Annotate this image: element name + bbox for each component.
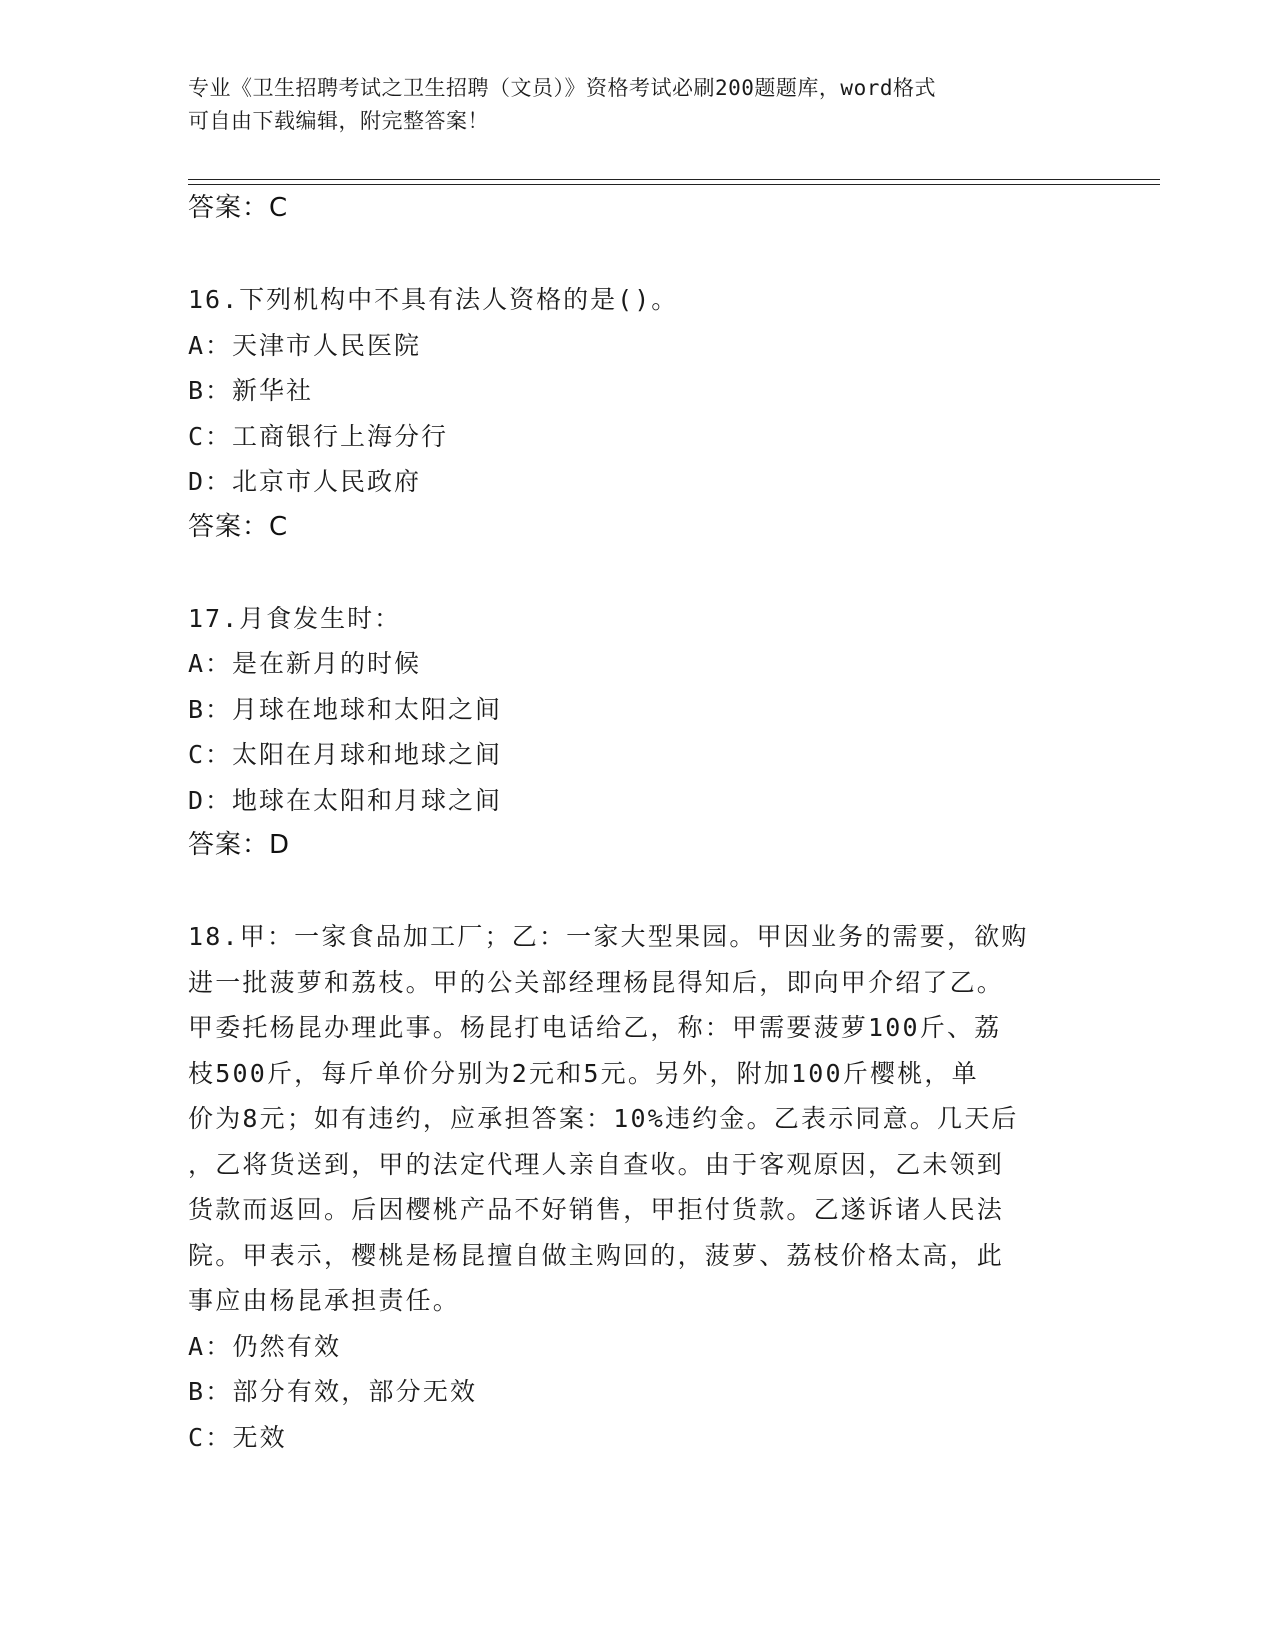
header-rule-top bbox=[188, 179, 1160, 180]
header-line-2: 可自由下载编辑，附完整答案！ bbox=[188, 109, 489, 133]
question-stem-line: 院。甲表示，樱桃是杨昆擅自做主购回的，菠萝、荔枝价格太高，此 bbox=[188, 1240, 1005, 1270]
option-a: A：仍然有效 bbox=[188, 1331, 342, 1361]
question-stem-line: 18.甲：一家食品加工厂；乙：一家大型果园。甲因业务的需要，欲购 bbox=[188, 922, 1029, 951]
question-18 bbox=[188, 914, 1088, 1460]
question-16 bbox=[188, 277, 1088, 550]
answer-line: 答案：C bbox=[188, 193, 289, 223]
question-stem-line: 进一批菠萝和荔枝。甲的公关部经理杨昆得知后，即向甲介绍了乙。 bbox=[188, 967, 1005, 997]
question-stem-line: ，乙将货送到，甲的法定代理人亲自查收。由于客观原因，乙未领到 bbox=[188, 1149, 1005, 1179]
spacer bbox=[188, 232, 1088, 278]
question-stem: 16.下列机构中不具有法人资格的是()。 bbox=[188, 285, 679, 314]
answer-line: 答案：C bbox=[188, 511, 289, 542]
question-stem-line: 甲委托杨昆办理此事。杨昆打电话给乙，称：甲需要菠萝100斤、荔 bbox=[188, 1013, 1002, 1042]
option-d: D：地球在太阳和月球之间 bbox=[188, 785, 503, 815]
header-line-1: 专业《卫生招聘考试之卫生招聘（文员）》资格考试必刷200题题库，word格式 bbox=[188, 76, 936, 100]
answer-line: 答案：D bbox=[188, 830, 291, 860]
question-stem: 17.月食发生时： bbox=[188, 603, 402, 633]
option-d: D：北京市人民政府 bbox=[188, 467, 422, 496]
question-stem-line: 价为8元；如有违约，应承担答案：10%违约金。乙表示同意。几天后 bbox=[188, 1104, 1019, 1133]
option-a: A：是在新月的时候 bbox=[188, 649, 422, 678]
question-stem-line: 枝500斤，每斤单价分别为2元和5元。另外，附加100斤樱桃，单 bbox=[188, 1058, 979, 1088]
document-header bbox=[188, 72, 1068, 138]
option-b: B：新华社 bbox=[188, 376, 314, 405]
header-rule-bottom bbox=[188, 184, 1160, 185]
option-c: C：太阳在月球和地球之间 bbox=[188, 740, 503, 769]
spacer bbox=[188, 550, 1088, 596]
option-c: C：无效 bbox=[188, 1422, 287, 1452]
option-b: B：部分有效，部分无效 bbox=[188, 1377, 478, 1406]
option-a: A：天津市人民医院 bbox=[188, 330, 422, 360]
question-stem-line: 事应由杨昆承担责任。 bbox=[188, 1286, 461, 1315]
question-stem-line: 货款而返回。后因樱桃产品不好销售，甲拒付货款。乙遂诉诸人民法 bbox=[188, 1195, 1005, 1224]
question-17 bbox=[188, 596, 1088, 869]
question-list bbox=[188, 186, 1088, 1460]
option-c: C：工商银行上海分行 bbox=[188, 421, 449, 451]
option-b: B：月球在地球和太阳之间 bbox=[188, 694, 503, 724]
spacer bbox=[188, 869, 1088, 915]
